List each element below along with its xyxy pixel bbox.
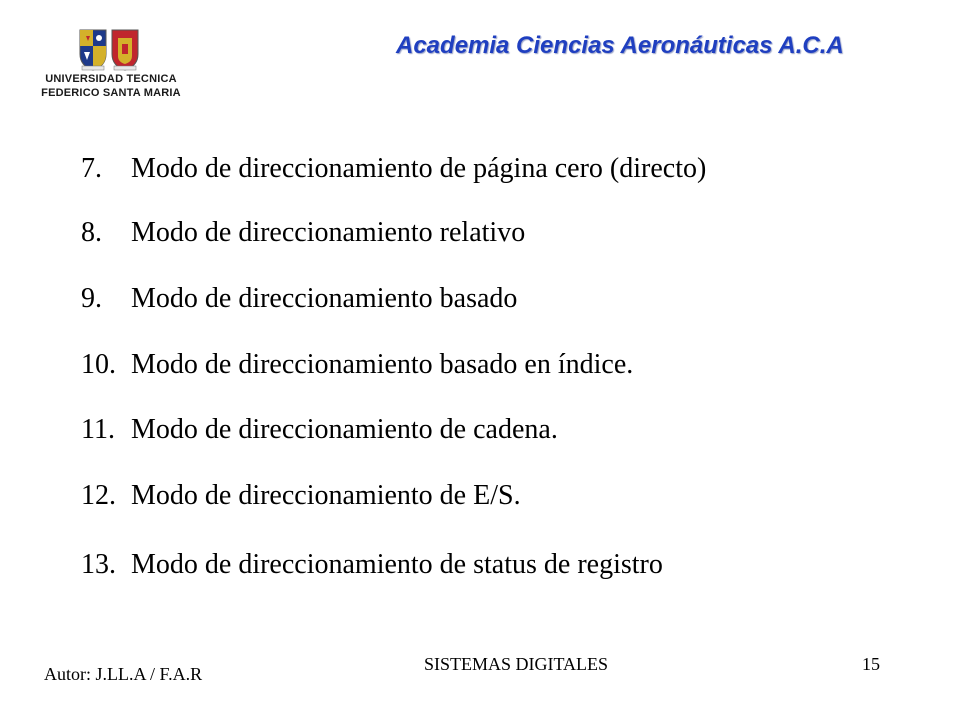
- list-item-text: Modo de direccionamiento de página cero (directo): [131, 153, 707, 184]
- footer-course-title: SISTEMAS DIGITALES: [424, 654, 609, 674]
- list-item-number: 8.: [81, 217, 102, 248]
- footer-author: Autor: J.LL.A / F.A.R: [44, 664, 203, 684]
- list-item-text: Modo de direccionamiento de E/S.: [131, 480, 521, 511]
- list-item-text: Modo de direccionamiento relativo: [131, 217, 526, 248]
- list-item: [81, 549, 663, 581]
- list-item-text: Modo de direccionamiento basado: [131, 283, 518, 314]
- list-item: [81, 217, 525, 249]
- list-item-text: Modo de direccionamiento basado en índice.: [131, 349, 634, 380]
- list-item: [81, 153, 706, 185]
- list-item-number: 10.: [81, 349, 116, 380]
- list-item-number: 11.: [81, 414, 115, 445]
- list-item-number: 7.: [81, 153, 102, 184]
- logo-university-name-line2: FEDERICO SANTA MARIA: [41, 87, 181, 99]
- list-item: [81, 283, 517, 315]
- logo-university-name-line1: UNIVERSIDAD TECNICA: [45, 73, 177, 85]
- header-title: Academia Ciencias Aeronáuticas A.C.A: [396, 32, 844, 59]
- list-item-text: Modo de direccionamiento de status de registro: [131, 549, 663, 580]
- list-item-number: 13.: [81, 549, 116, 580]
- list-item: [81, 414, 558, 446]
- list-item-number: 9.: [81, 283, 102, 314]
- list-item: [81, 349, 633, 381]
- list-item: [81, 480, 521, 512]
- list-item-text: Modo de direccionamiento de cadena.: [131, 414, 558, 445]
- list-item-number: 12.: [81, 480, 116, 511]
- page-number: 15: [862, 654, 880, 674]
